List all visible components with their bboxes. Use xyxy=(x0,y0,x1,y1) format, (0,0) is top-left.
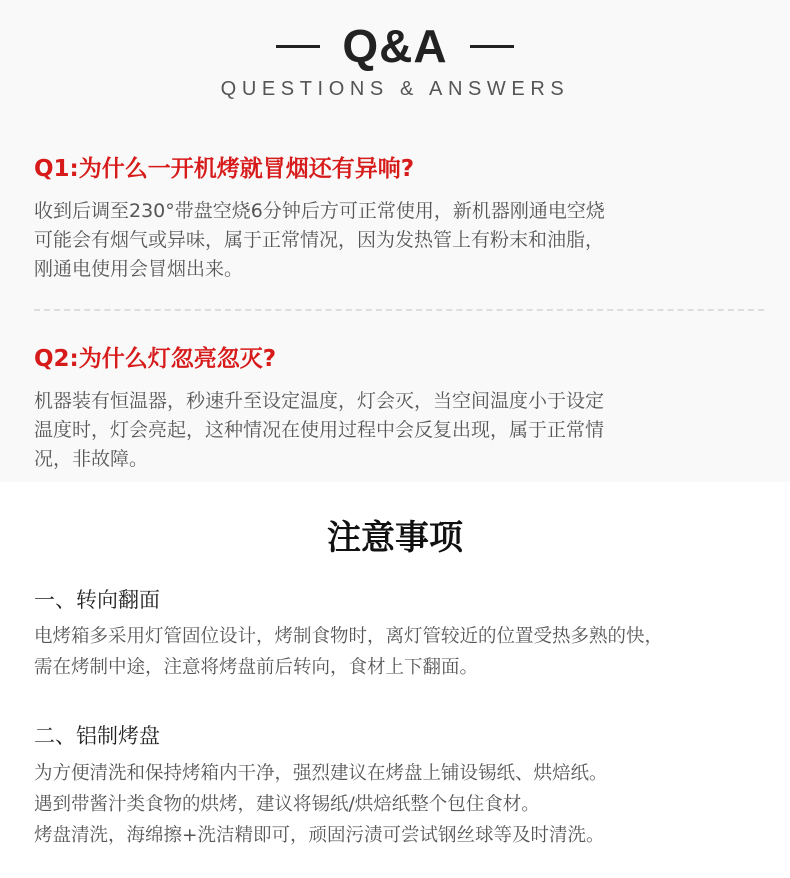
notes-title: 注意事项 xyxy=(327,518,463,558)
answer-1-line: 收到后调至230°带盘空烧6分钟后方可正常使用，新机器刚通电空烧 xyxy=(34,200,605,222)
answer-1 xyxy=(34,197,764,284)
answer-2-line: 温度时，灯会亮起，这种情况在使用过程中会反复出现，属于正常情 xyxy=(34,419,605,441)
title-right-dash xyxy=(470,45,514,48)
question-2: Q2:为什么灯忽亮忽灭? xyxy=(34,346,277,372)
qa-divider xyxy=(34,309,764,311)
note-text-2 xyxy=(34,758,774,851)
note-line: 为方便清洗和保持烤箱内干净，强烈建议在烤盘上铺设锡纸、烘焙纸。 xyxy=(34,763,608,784)
note-text-1 xyxy=(34,621,774,683)
note-line: 电烤箱多采用灯管固位设计，烤制食物时，离灯管较近的位置受热多熟的快， xyxy=(34,626,664,647)
note-heading-1: 一、转向翻面 xyxy=(34,588,160,612)
note-line: 烤盘清洗，海绵擦+洗洁精即可，顽固污渍可尝试钢丝球等及时清洗。 xyxy=(34,825,605,846)
answer-2 xyxy=(34,387,764,474)
answer-1-line: 刚通电使用会冒烟出来。 xyxy=(34,258,244,280)
qa-header xyxy=(0,16,790,76)
note-line: 需在烤制中途，注意将烤盘前后转向，食材上下翻面。 xyxy=(34,657,479,678)
note-heading-2: 二、铝制烤盘 xyxy=(34,724,160,748)
answer-2-line: 机器装有恒温器，秒速升至设定温度，灯会灭，当空间温度小于设定 xyxy=(34,390,605,412)
answer-1-line: 可能会有烟气或异味，属于正常情况，因为发热管上有粉末和油脂， xyxy=(34,229,605,251)
question-1: Q1:为什么一开机烤就冒烟还有异响? xyxy=(34,156,415,182)
qa-subtitle: QUESTIONS & ANSWERS xyxy=(220,78,570,100)
title-left-dash xyxy=(276,45,320,48)
note-line: 遇到带酱汁类食物的烘烤，建议将锡纸/烘焙纸整个包住食材。 xyxy=(34,794,540,815)
answer-2-line: 况，非故障。 xyxy=(34,448,149,470)
qa-title: Q&A xyxy=(342,20,448,72)
